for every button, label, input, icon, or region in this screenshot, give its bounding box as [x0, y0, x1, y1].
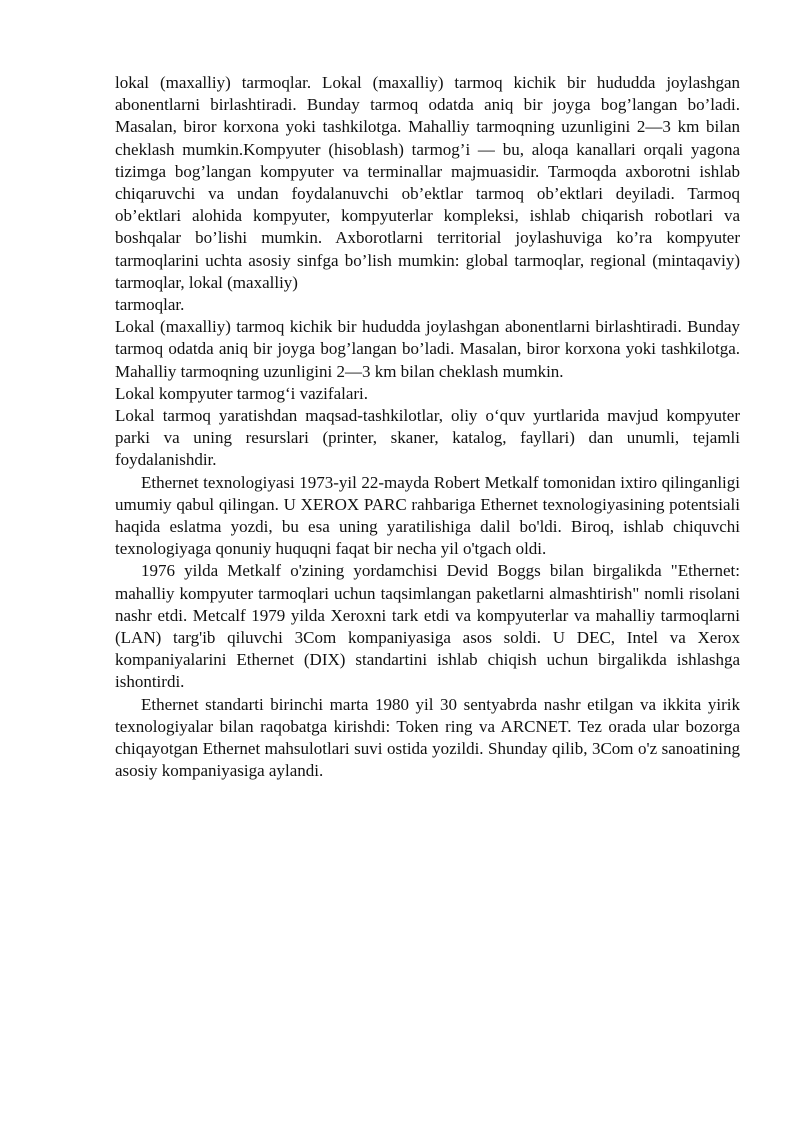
paragraph-local-networks-intro: lokal (maxalliy) tarmoqlar. Lokal (maxalliy) tarmoq kichik bir hududda joylashgan abonentlarni birlashtiradi. Bunday tarmoq odatda aniq bir joyga bog’langan bo’ladi. Masalan, biror korxona yoki tashkilotga. Mahalliy tarmoqning uzunligini 2—3 km bilan cheklash mumkin.Kompyuter (hisoblash) tarmog’i — bu, aloqa kanallari orqali yagona tizimga bog’langan kompyuter va terminallar majmuasidir. Tarmoqda axborotni ishlab chiqaruvchi va undan foydalanuvchi ob’ektlar tarmoq ob’ektlari deyiladi. Tarmoq ob’ektlari alohida kompyuter, kompyuterlar kompleksi, ishlab chiqarish robotlari va boshqalar bo’lishi mumkin. Axborotlarni territorial joylashuviga ko’ra kompyuter tarmoqlarini uchta asosiy sinfga bo’lish mumkin: global tarmoqlar, regional (mintaqaviy) tarmoqlar, lokal (maxalliy): [115, 73, 740, 292]
section-heading-functions: Lokal kompyuter tarmog‘i vazifalari.: [115, 383, 369, 403]
paragraph-local-network-definition: Lokal (maxalliy) tarmoq kichik bir hududda joylashgan abonentlarni birlashtiradi. Bunday tarmoq odatda aniq bir joyga bog’langan bo’ladi. Masalan, biror korxona yoki tashkilotga. Mahalliy tarmoqning uzunligini 2—3 km bilan cheklash mumkin.: [115, 317, 740, 381]
paragraph-continuation: tarmoqlar.: [115, 295, 185, 315]
paragraph-ethernet-invention: Ethernet texnologiyasi 1973-yil 22-mayda Robert Metkalf tomonidan ixtiro qilinganligi umumiy qabul qilingan. U XEROX PARC rahbariga Ethernet texnologiyasining potentsiali haqida eslatma yozdi, bu esa uning yaratilishiga dalil bo'ldi. Biroq, ishlab chiquvchi texnologiyaga qonuniy huquqni faqat bir necha yil o'tgach oldi.: [115, 472, 740, 559]
paragraph-ethernet-1976: 1976 yilda Metkalf o'zining yordamchisi Devid Boggs bilan birgalikda "Ethernet: mahalliy kompyuter tarmoqlari uchun taqsimlangan paketlarni almashtirish" nomli risolani nashr etdi. Metcalf 1979 yilda Xeroxni tark etdi va kompyuterlar va mahalliy tarmoqlarni (LAN) targ'ib qiluvchi 3Com kompaniyasiga asos soldi. U DEC, Intel va Xerox kompaniyalarini Ethernet (DIX) standartini ishlab chiqish uchun birgalikda ishlashga ishontirdi.: [115, 561, 740, 692]
paragraph-ethernet-standard: Ethernet standarti birinchi marta 1980 yil 30 sentyabrda nashr etilgan va ikkita yirik texnologiyalar bilan raqobatga kirishdi: Token ring va ARCNET. Tez orada ular bozorga chiqayotgan Ethernet mahsulotlari suvi ostida yozildi. Shunday qilib, 3Com o'z sanoatining asosiy kompaniyasiga aylandi.: [115, 694, 740, 781]
paragraph-local-network-purpose: Lokal tarmoq yaratishdan maqsad-tashkilotlar, oliy o‘quv yurtlarida mavjud kompyuter parki va uning resurslari (printer, skaner, katalog, fayllari) dan unumli, tejamli foydalanishdir.: [115, 406, 740, 470]
document-page: [115, 72, 740, 783]
